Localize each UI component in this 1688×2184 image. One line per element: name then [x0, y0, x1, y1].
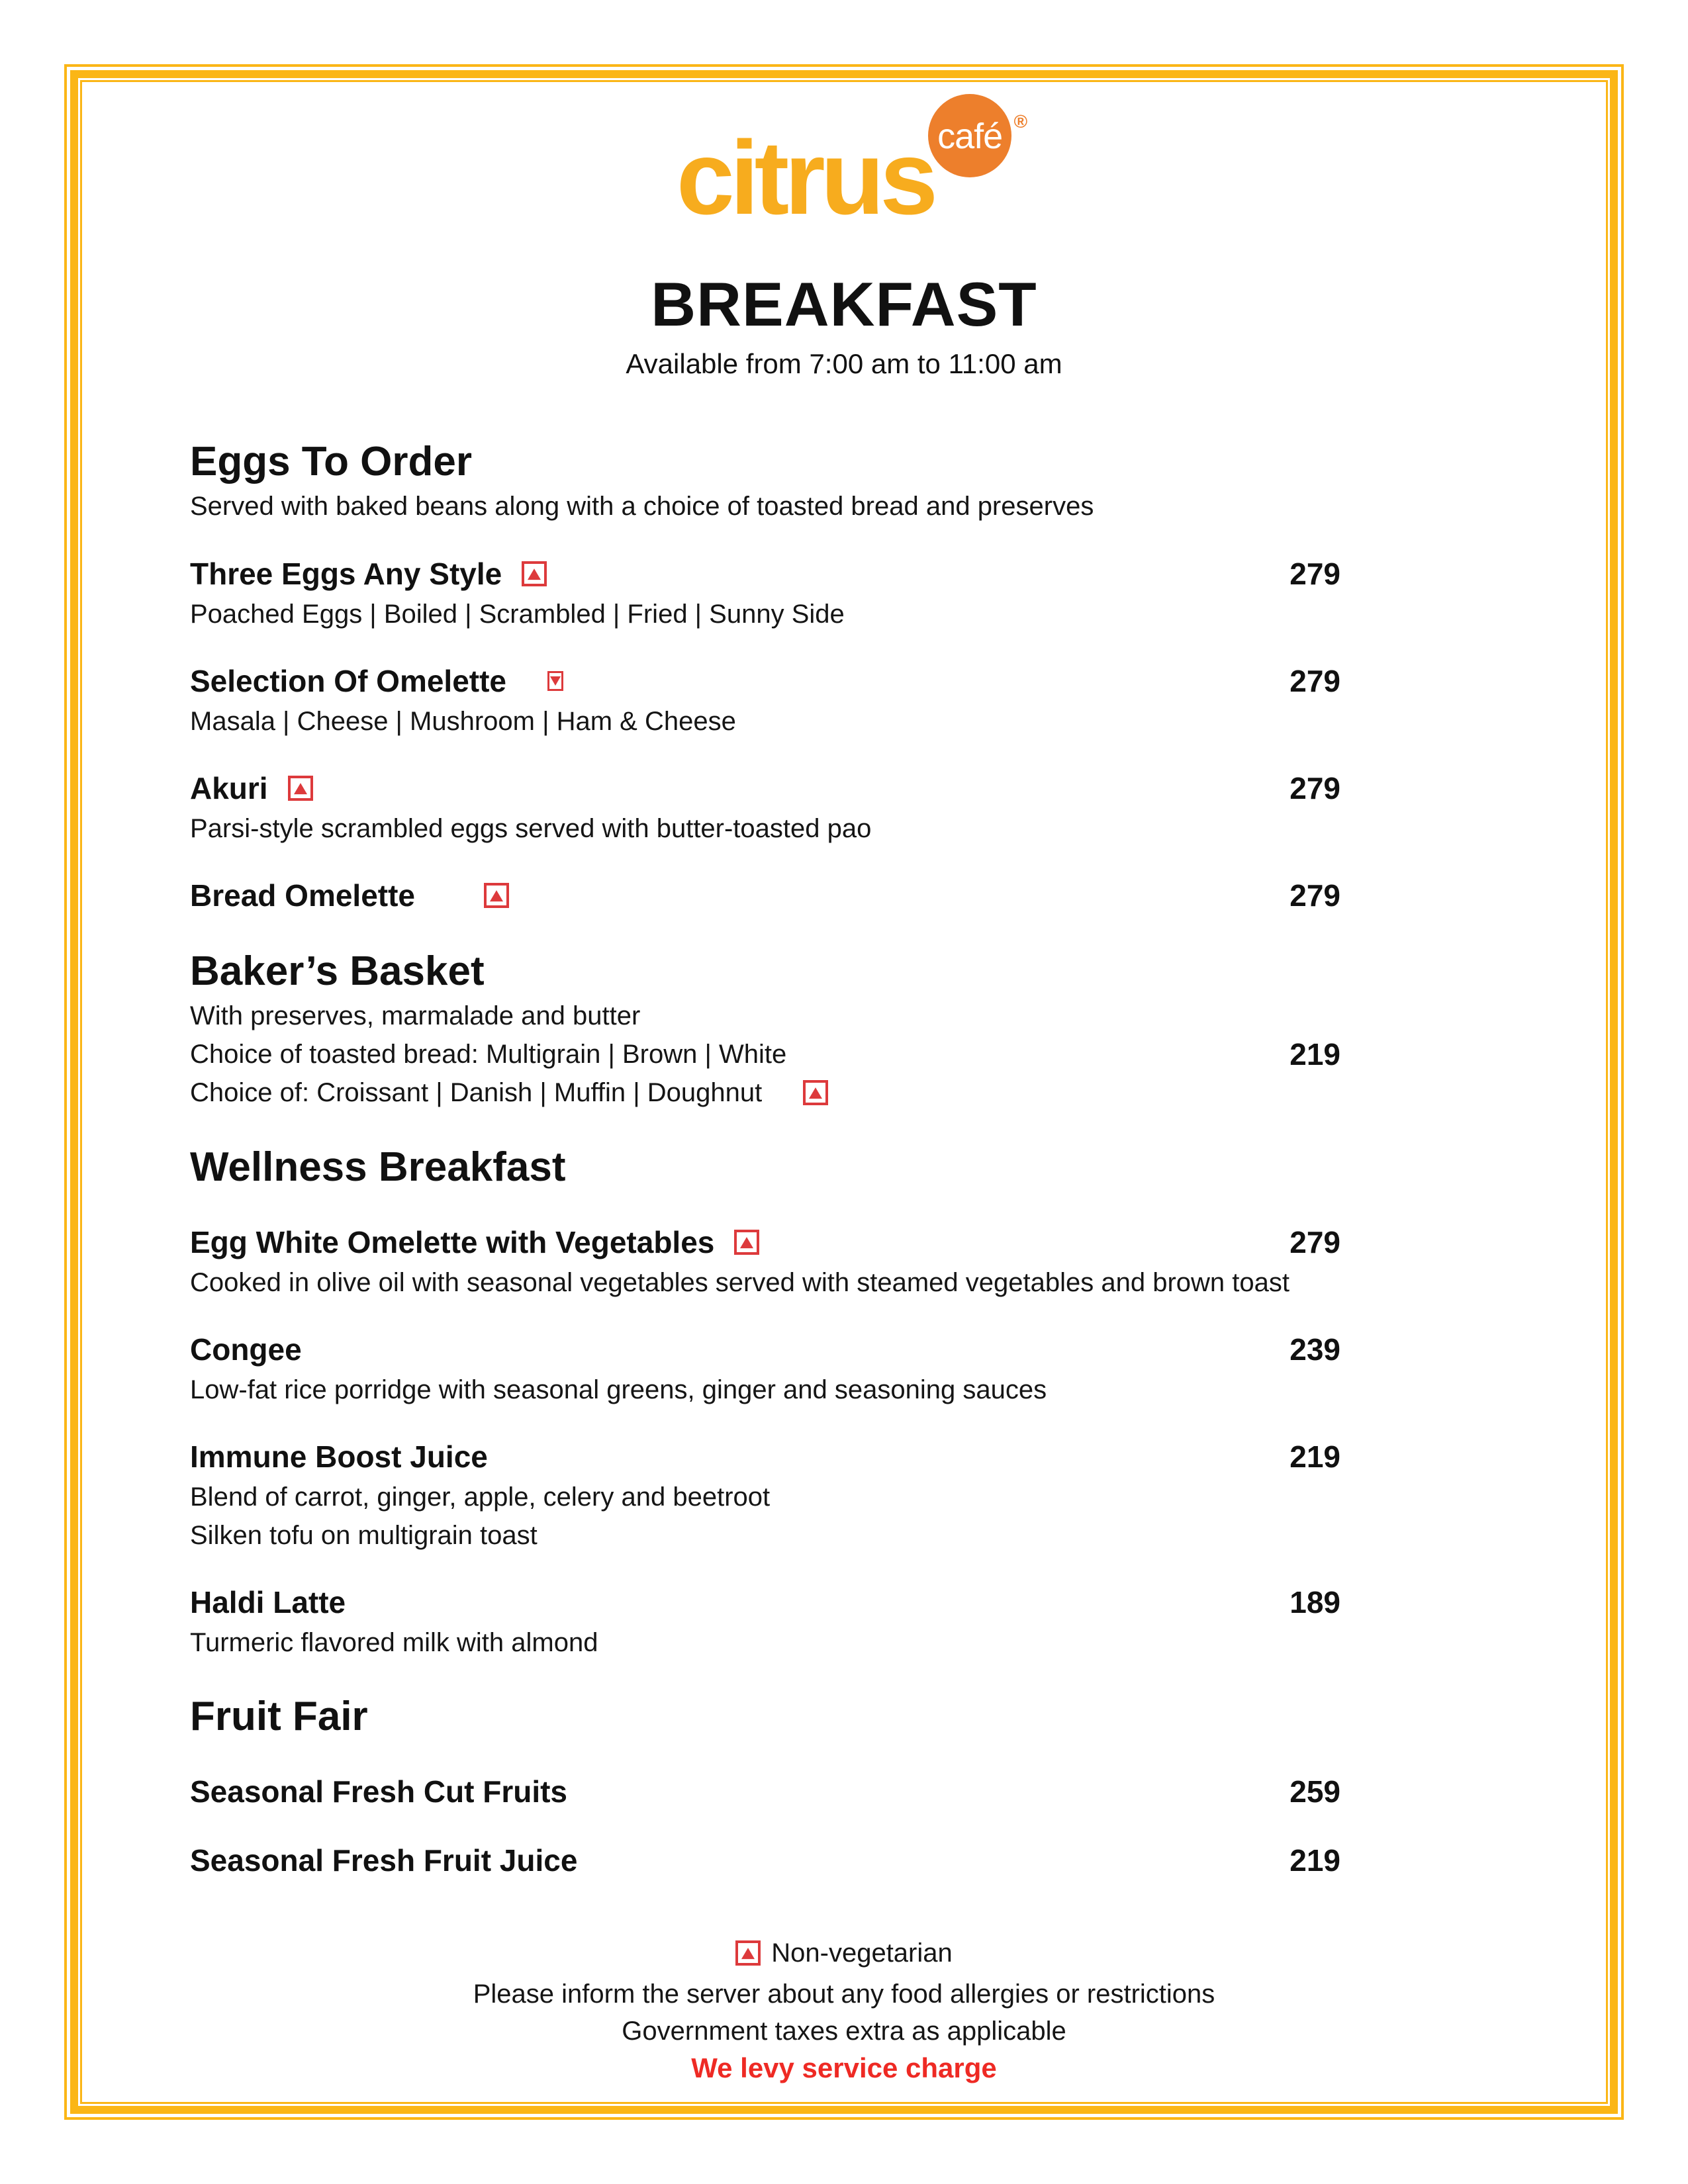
section-intro-line [190, 1075, 1340, 1111]
menu-item-row [190, 662, 1340, 700]
menu-item-row [190, 1330, 1340, 1369]
header [0, 0, 1688, 381]
registered-trademark-mark: ® [1013, 111, 1028, 132]
menu-item-row [190, 1841, 1340, 1880]
section-intro-text: With preserves, marmalade and butter [190, 1001, 641, 1030]
menu-item-row [190, 1223, 1340, 1261]
nonveg-down-icon [547, 671, 563, 691]
item-description: Masala | Cheese | Mushroom | Ham & Cheese [190, 707, 736, 736]
menu-item [190, 1330, 1340, 1407]
section-intro-line [190, 998, 1340, 1034]
item-name: Three Eggs Any Style [190, 557, 502, 591]
item-name: Seasonal Fresh Fruit Juice [190, 1843, 578, 1878]
menu-item-row [190, 1772, 1340, 1811]
item-name: Seasonal Fresh Cut Fruits [190, 1774, 568, 1809]
page-title: BREAKFAST [651, 269, 1037, 339]
menu-item-row [190, 1583, 1340, 1621]
menu-item [190, 1772, 1340, 1811]
allergy-note: Please inform the server about any food allergies or restrictions [473, 1979, 1215, 2009]
footer [0, 1936, 1688, 2085]
citrus-cafe-logo [676, 94, 1028, 236]
nonveg-icon [803, 1080, 828, 1105]
service-charge-note: We levy service charge [691, 2052, 997, 2083]
item-description: Blend of carrot, ginger, apple, celery and beetroot [190, 1482, 771, 1512]
item-description: Parsi-style scrambled eggs served with butter-toasted pao [190, 814, 872, 843]
availability-text: Available from 7:00 am to 11:00 am [626, 348, 1062, 379]
section-title: Wellness Breakfast [190, 1144, 566, 1190]
item-name: Immune Boost Juice [190, 1439, 488, 1474]
section-title: Baker’s Basket [190, 948, 485, 994]
logo-orange-circle [928, 94, 1028, 177]
menu-section [190, 946, 1340, 1111]
menu-item-row [190, 769, 1340, 807]
menu-item [190, 662, 1340, 739]
item-price: 189 [1289, 1585, 1340, 1619]
section-intro-text: Choice of toasted bread: Multigrain | Brown | White [190, 1040, 787, 1069]
menu-item [190, 1223, 1340, 1300]
logo-brand-text: citrus [676, 120, 934, 236]
legend-label: Non-vegetarian [771, 1938, 953, 1968]
item-description: Low-fat rice porridge with seasonal greens, ginger and seasoning sauces [190, 1375, 1047, 1404]
item-description: Turmeric flavored milk with almond [190, 1628, 598, 1657]
section-title: Eggs To Order [190, 439, 473, 484]
menu-item-row [190, 1437, 1340, 1476]
item-description: Silken tofu on multigrain toast [190, 1521, 538, 1550]
item-price: 219 [1289, 1439, 1340, 1474]
nonveg-icon [734, 1230, 759, 1255]
item-name: Akuri [190, 771, 268, 805]
menu [190, 437, 1340, 1880]
item-description: Cooked in olive oil with seasonal vegetables served with steamed vegetables and brown toast [190, 1268, 1289, 1297]
menu-section [190, 1142, 1340, 1660]
item-description: Poached Eggs | Boiled | Scrambled | Fried | Sunny Side [190, 600, 845, 629]
item-price: 239 [1289, 1332, 1340, 1367]
tax-note: Government taxes extra as applicable [622, 2017, 1066, 2046]
item-price: 219 [1289, 1037, 1340, 1071]
item-price: 279 [1289, 1225, 1340, 1259]
legend-line [0, 1936, 1688, 1974]
item-name: Congee [190, 1332, 302, 1367]
nonveg-icon [484, 883, 509, 908]
nonveg-icon [288, 776, 313, 801]
item-price: 279 [1289, 771, 1340, 805]
menu-item [190, 1437, 1340, 1553]
nonveg-icon [735, 1940, 761, 1966]
section-intro-line [190, 1035, 1340, 1073]
menu-item [190, 1583, 1340, 1660]
item-price: 279 [1289, 557, 1340, 591]
item-price: 219 [1289, 1843, 1340, 1878]
menu-item-row [190, 555, 1340, 593]
menu-item-row [190, 876, 1340, 915]
menu-item [190, 876, 1340, 915]
section-intro-line [190, 488, 1340, 524]
menu-item [190, 769, 1340, 846]
menu-item [190, 555, 1340, 631]
menu-section [190, 1692, 1340, 1880]
section-title: Fruit Fair [190, 1694, 368, 1739]
item-name: Egg White Omelette with Vegetables [190, 1225, 715, 1259]
menu-item [190, 1841, 1340, 1880]
logo-cafe-label: café [937, 116, 1003, 156]
menu-section [190, 437, 1340, 915]
item-price: 259 [1289, 1774, 1340, 1809]
item-price: 279 [1289, 664, 1340, 698]
section-intro-text: Choice of: Croissant | Danish | Muffin | Doughnut [190, 1078, 763, 1107]
item-name: Haldi Latte [190, 1585, 346, 1619]
item-price: 279 [1289, 878, 1340, 913]
section-intro-text: Served with baked beans along with a choice of toasted bread and preserves [190, 492, 1094, 521]
item-name: Bread Omelette [190, 878, 416, 913]
nonveg-icon [522, 561, 547, 586]
item-name: Selection Of Omelette [190, 664, 507, 698]
